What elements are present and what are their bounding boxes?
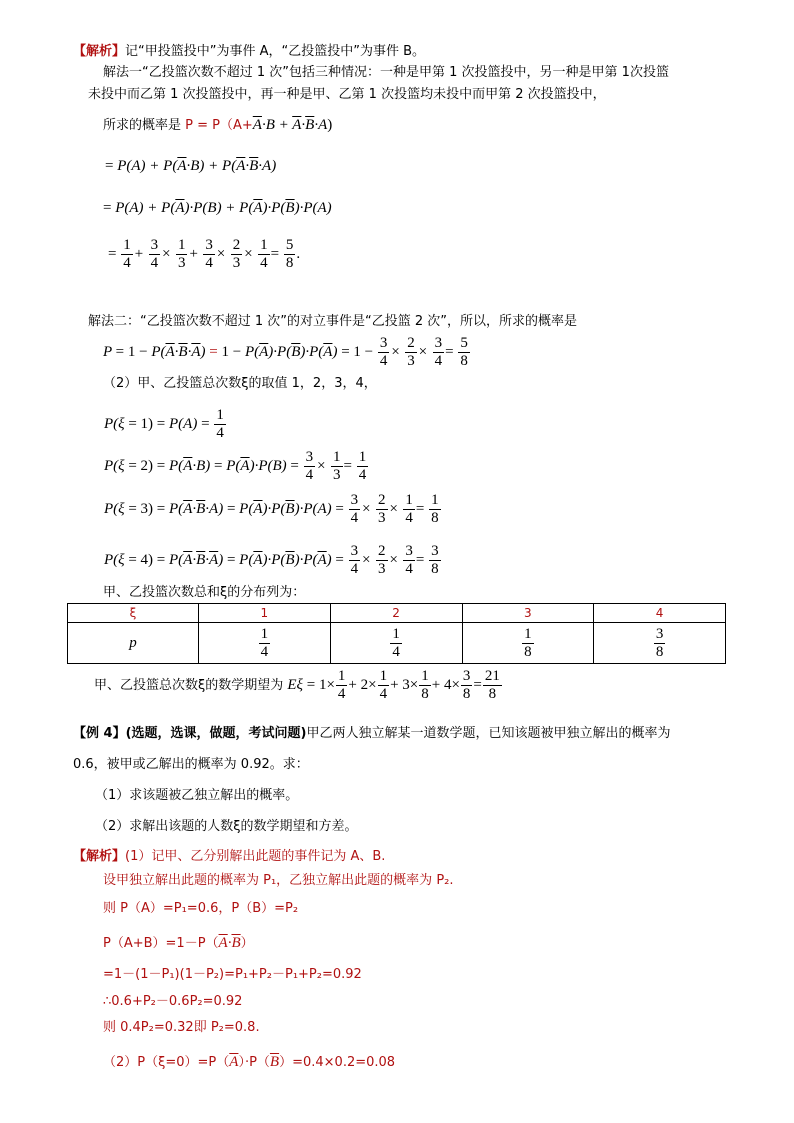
solution-l5: 则 0.4P₂=0.32即 P₂=0.8. (103, 1020, 260, 1035)
solution-l6-c: ）=0.4×0.2=0.08 (279, 1055, 396, 1070)
table-row (68, 623, 726, 664)
eq-step3: = $\frac{1}{4}$ + $\frac{3}{4}$ × $\frac{1}{3}$ + $\frac{3}{4}$ × $\frac{2}{3}$ × $\frac{1}{4}$ = $\frac{5}{8}$ . (108, 237, 301, 272)
solution-l3: =1－(1－P₁)(1－P₂)=P₁+P₂－P₁+P₂=0.92 (103, 967, 362, 982)
solution-l6: $(2)P(\xi=0)=P(\overline{A})\cdot P(\overline{B})=0.4\times 0.2=0.08$ (103, 1054, 396, 1070)
expectation-lead: 甲、乙投篮总次数ξ的数学期望为 (94, 678, 284, 693)
method1-line2: 未投中而乙第 1 次投篮投中，再一种是甲、乙第 1 次投篮均未投中而甲第 2 次投篮投中， (88, 87, 606, 102)
example4-text1: 甲乙两人独立解某一道数学题，已知该题被甲独立解出的概率为 (306, 726, 671, 741)
q2-values-line: （2）甲、乙投篮总次数ξ的取值 1，2，3，4， (103, 376, 377, 391)
table-head-cell: 4 (594, 604, 726, 623)
solution-l2-text: P（A+B）=1－P（ (103, 936, 219, 951)
solution-l4: ∴0.6+P₂－0.6P₂=0.92 (103, 994, 243, 1009)
table-head-cell: 1 (199, 604, 331, 623)
eq-step1: = $P(A) + P(\overline{A}\cdot B) + P(\overline{A}\cdot\overline{B}\cdot A)$ (105, 158, 277, 174)
xi-eq-3: $P(\xi = 3) = P(\overline{A}\cdot\overline{B}\cdot A) = P(\overline{A})\cdot P(\overline{B})\cdot P(A)$ = $\frac{3}{4}$ × $\frac{2}{3}$ × $\frac{1}{4}$ = $\frac{1}{8}$ (104, 492, 439, 527)
solution-let-line: 设甲独立解出此题的概率为 P₁，乙独立解出此题的概率为 P₂. (103, 873, 454, 888)
solution-tag: 【解析】 (73, 849, 126, 864)
method2-eq: $P = 1 - P(\overline{A}\cdot\overline{B}\cdot\overline{A}) = 1 - P(\overline{A})\cdot P(\overline{B})\cdot P(\overline{A}) = 1$ − $\frac{3}{4}$ × $\frac{2}{3}$ × $\frac{3}{4}$ = $\frac{5}{8}$ (103, 335, 468, 370)
xi-eq-4: $P(\xi = 4) = P(\overline{A}\cdot\overline{B}\cdot\overline{A}) = P(\overline{A})\cdot P(\overline{B})\cdot P(\overline{A})$ = $\frac{3}{4}$ × $\frac{2}{3}$ × $\frac{3}{4}$ = $\frac{3}{8}$ (104, 543, 439, 578)
method2-lead: 解法二：“乙投篮次数不超过 1 次”的对立事件是“乙投篮 2 次”，所以，所求的概率是 (88, 314, 578, 329)
solution-l6-a: （2）P（ξ=0）=P（ (103, 1055, 230, 1070)
prob-fraction: $\frac{1}{4}$ (392, 625, 400, 660)
dist-caption: 甲、乙投篮次数总和ξ的分布列为： (103, 585, 306, 600)
prob-fraction: $\frac{3}{8}$ (655, 625, 664, 660)
prob-red: P = P（A+ (185, 118, 253, 133)
distribution-table (67, 603, 726, 664)
prob-fraction: $\frac{1}{4}$ (260, 625, 269, 660)
prob-expr: $\overline{A}\cdot B + \overline{A}\cdot\overline{B}\cdot A$) (252, 117, 333, 133)
analysis-intro: 记“甲投篮投中”为事件 A，“乙投篮投中”为事件 B。 (125, 44, 426, 59)
table-row (68, 604, 726, 623)
solution-l6-b: ）·P（ (238, 1055, 270, 1070)
eq-step2: = $P(A) + P(\overline{A})\cdot P(B) + P(\overline{A})\cdot P(\overline{B})\cdot P(A)$ (103, 200, 332, 216)
table-row-label: p (68, 623, 199, 664)
example4-q1: （1）求该题被乙独立解出的概率。 (95, 788, 299, 803)
table-head-cell: 3 (462, 604, 594, 623)
example4-title: 【例 4】(选题，选课，做题，考试问题) (73, 726, 307, 741)
example4-q2: （2）求解出该题的人数ξ的数学期望和方差。 (95, 819, 358, 834)
xi-eq-2: $P(\xi = 2) = P(\overline{A}\cdot B) = P(\overline{A})\cdot P(B)$ = $\frac{3}{4}$ × $\frac{1}{3}$ = $\frac{1}{4}$ (104, 449, 367, 484)
prob-lead: 所求的概率是 (103, 118, 182, 133)
xi-eq-1: P(ξ = 1) = P(A) = $\frac{1}{4}$ (104, 407, 224, 442)
analysis-tag: 【解析】 (73, 44, 126, 59)
solution-l1: 则 P（A）=P₁=0.6，P（B）=P₂ (103, 901, 299, 916)
solution-l2: $P(A+B)=1-P(\overline{A}\cdot\overline{B})$ (103, 935, 254, 951)
expectation-expr: Eξ = 1× $\frac{1}{4}$ + 2× $\frac{1}{4}$ + 3× $\frac{1}{8}$ + 4× $\frac{3}{8}$ = $\frac{21}{8}$ (287, 668, 500, 703)
prob-fraction: $\frac{1}{8}$ (524, 625, 532, 660)
analysis-intro-line (73, 43, 425, 61)
example4-line2: 0.6，被甲或乙解出的概率为 0.92。求： (73, 757, 309, 772)
method1-line1: 解法一“乙投篮次数不超过 1 次”包括三种情况：一种是甲第 1 次投篮投中，另一种是甲第 1次投篮 (103, 65, 669, 80)
prob-line (103, 116, 332, 135)
table-head-cell: 2 (330, 604, 462, 623)
table-head-label: ξ (68, 604, 199, 623)
solution-intro: (1）记甲、乙分别解出此题的事件记为 A、B. (125, 849, 386, 864)
solution-intro-line (73, 848, 385, 866)
expectation-line (94, 666, 503, 705)
example4-line1 (73, 725, 670, 743)
